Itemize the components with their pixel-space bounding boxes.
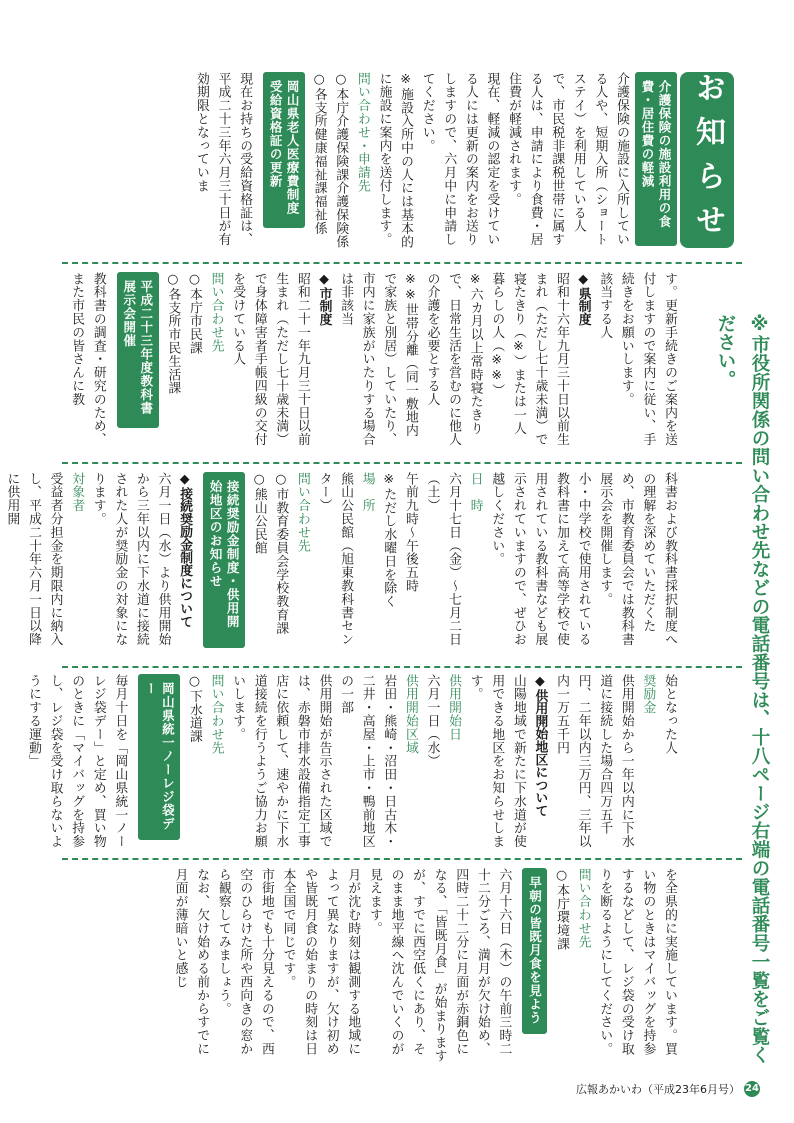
sewer-contact-label: 問い合わせ先 [208,674,224,755]
phone-notice-banner: ※市役所関係の問い合わせ先などの電話番号は、十八ページ右端の電話番号一覧をご覧ください。 [715,314,770,1065]
textbook-heading: 平成二十三年度教科書展示会開催 [117,272,159,428]
eclipse-p4: なお、欠け始める前からすでに月面が薄暗いと感じ [172,868,210,1056]
sewer-contact-1: ○下水道課 [186,674,202,744]
elderly2-contact-label: 問い合わせ先 [208,272,224,353]
footer [576,1081,760,1097]
sewer-sub1: ◆接続奨励金制度について [177,472,193,628]
elderly2-p1: す。更新手続きのご案内を送付しますので案内に従い、手続きをお願いします。 [618,272,677,447]
textbook-body: 教科書の調査・研究のため、また市民の皆さんに教 [69,272,106,447]
row-3 [4,472,680,654]
nobag-contact-label: 問い合わせ先 [575,868,591,949]
sewer-date-label: 供用開始日 [446,674,462,741]
eclipse-p2: 月が沈む時刻は観測する地域によって異なりますが、欠け初めや皆既月食の始まりの時刻は日本全国で同じです。 [280,868,361,1056]
textbook-contact-label: 問い合わせ先 [294,472,310,553]
row-1 [62,72,680,254]
sewer-amount-label: 奨励金 [640,674,656,715]
sewer-p2: 山陽地域で新たに下水道が使用できる地区をお知らせします。 [467,674,526,849]
care-body: 介護保険の施設に入所している人や、短期入所（ショートステイ）を利用している人で、市民税非課税世帯に属する人は、申請により食費・居住費が軽減されます。 [506,72,629,247]
care-p3: ※施設入所中の人には基本的に施設に案内を送付します。 [376,72,414,249]
nobag-contact-1: ○本庁環境課 [554,868,570,951]
textbook-place: 熊山公民館（旭東教科書センター） [316,472,354,647]
sewer-p1: 六月一日（水）より供用開始から三年以内に下水道に接続された人が奨励金の対象になります。 [90,472,171,647]
notice-title-box [680,72,734,248]
elderly2-contact-1: ○本庁市民課 [186,272,202,355]
textbook-note: ※ただし水曜日を除く [381,472,397,609]
nobag-heading: 岡山県統一ノーレジ袋デー [138,674,180,840]
eclipse-p1: 六月十六日（木）の午前三時二十二分ごろ、満月が欠け始め、四時二十二分に月面が赤銅色になる、「皆既月食」が始まりますが、すでに西空低くにあり、そのまま地平線へ沈んでいくのが見えます。 [366,868,512,1063]
elderly2-sub2: ◆市制度 [316,272,332,326]
elderly2-sub1: ◆県制度 [575,272,591,326]
textbook-place-label: 場 所 [359,472,375,513]
elderly2-p2: 該当する人 [597,272,613,339]
care-contact-1: ○本庁介護保険課介護保険係 [333,72,349,249]
page-number: 24 [744,1081,760,1097]
eclipse-heading: 早朝の皆既月食を見よう [522,868,547,1034]
textbook-contact-1: ○市教育委員会学校教育課 [273,472,289,635]
sewer-p3: 供用開始が告示された区域では、赤磐市排水設備指定工事店に依頼して、速やかに下水道接続を行うようご協力お願いします。 [230,674,332,849]
sewer-amount: 供用開始から一年以内に下水道に接続した場合四万五千円、二年以内三万円、三年以内一万五千円 [554,674,634,849]
textbook-time: 午前九時～午後五時 [402,472,418,593]
textbook-contact-2: ○熊山公民館 [251,472,267,555]
divider-2 [62,462,742,464]
publication-name: 広報あかいわ（平成23年6月号） [576,1083,740,1096]
divider-4 [62,858,742,860]
sewer-target: 受益者分担金を期限内に納入し、平成二十年六月一日以降に供用開 [4,472,63,647]
sewer-date: 六月一日（水） [424,674,440,768]
sewer-area-label: 供用開始区域 [402,674,418,755]
textbook-p2: 小・中学校で使用されている教科書に加えて高等学校で使用されている教科書なども展示されていますので、ぜひお越しください。 [489,472,591,647]
elderly2-p3: 昭和十六年九月三十日以前生まれ（ただし七十歳未満）で寝たきり（※）または一人暮らしの人（※※） [489,272,570,447]
sewer-target-label: 対象者 [69,472,85,513]
nobag-p2: を全県的に実施しています。買い物のときはマイバッグを持参するなどして、レジ袋の受け取りを断るようにしてください。 [597,868,677,1056]
sewer-area: 岩田・熊崎・沼田・日古木・二井・高屋・上市・鴨前地区の一部 [338,674,397,849]
elderly-body: 現在お持ちの受給資格証は、平成二十三年六月三十日が有効期限となっていま [193,72,253,247]
sewer-target-2: 始となった人 [662,674,677,755]
divider-3 [62,666,742,668]
elderly2-contact-2: ○各支所市民生活課 [165,272,181,395]
sewer-sub2: ◆供用開始地区について [532,674,548,817]
care-contact-label: 問い合わせ・申請先 [354,72,370,193]
care-p2: 現在、軽減の認定を受けている人には更新の案内をお送りしますので、六月中に申請してください。 [419,72,500,247]
sewer-heading: 接続奨励金制度・供用開始地区のお知らせ [203,472,245,648]
divider-1 [62,262,742,264]
care-contact-2: ○各支所健康福祉課福祉係 [311,72,327,235]
elderly2-p6: 昭和二十一年九月三十日以前生まれ（ただし七十歳未満）で身体障害者手帳四級の交付を受けている人 [230,272,310,447]
eclipse-p3: 市街地でも十分見えるので、西空のひらけた所や西向きの窓から観察してみましょう。 [215,868,274,1056]
row-5 [62,868,680,1064]
nobag-p1: 毎月十日を「岡山県統一ノーレジ袋デー」と定め、買い物のときに「マイバッグを持参し、レジ袋を受け取らないようにする運動」 [25,674,128,849]
row-4 [25,674,680,856]
elderly-heading: 岡山県老人医療費制度受給資格証の更新 [263,72,305,228]
notice-title: お知らせ [690,72,725,248]
textbook-date-label: 日 時 [467,472,483,513]
textbook-date: 六月十七日（金）～七月二日（土） [424,472,462,647]
textbook-body-2: 科書および教科書採択制度への理解を深めていただくため、市教育委員会では教科書展示会を開催します。 [597,472,677,647]
elderly2-p4: ※六カ月以上常時寝たきりで、日常生活を営むのに他人の介護を必要とする人 [424,272,483,447]
row-2 [62,272,680,448]
elderly2-p5: ※※世帯分離（同一敷地内で家族と別居）していたり、市内に家族がいたりする場合は非該当 [338,272,418,447]
care-heading: 介護保険の施設利用の食費・居住費の軽減 [635,72,677,246]
